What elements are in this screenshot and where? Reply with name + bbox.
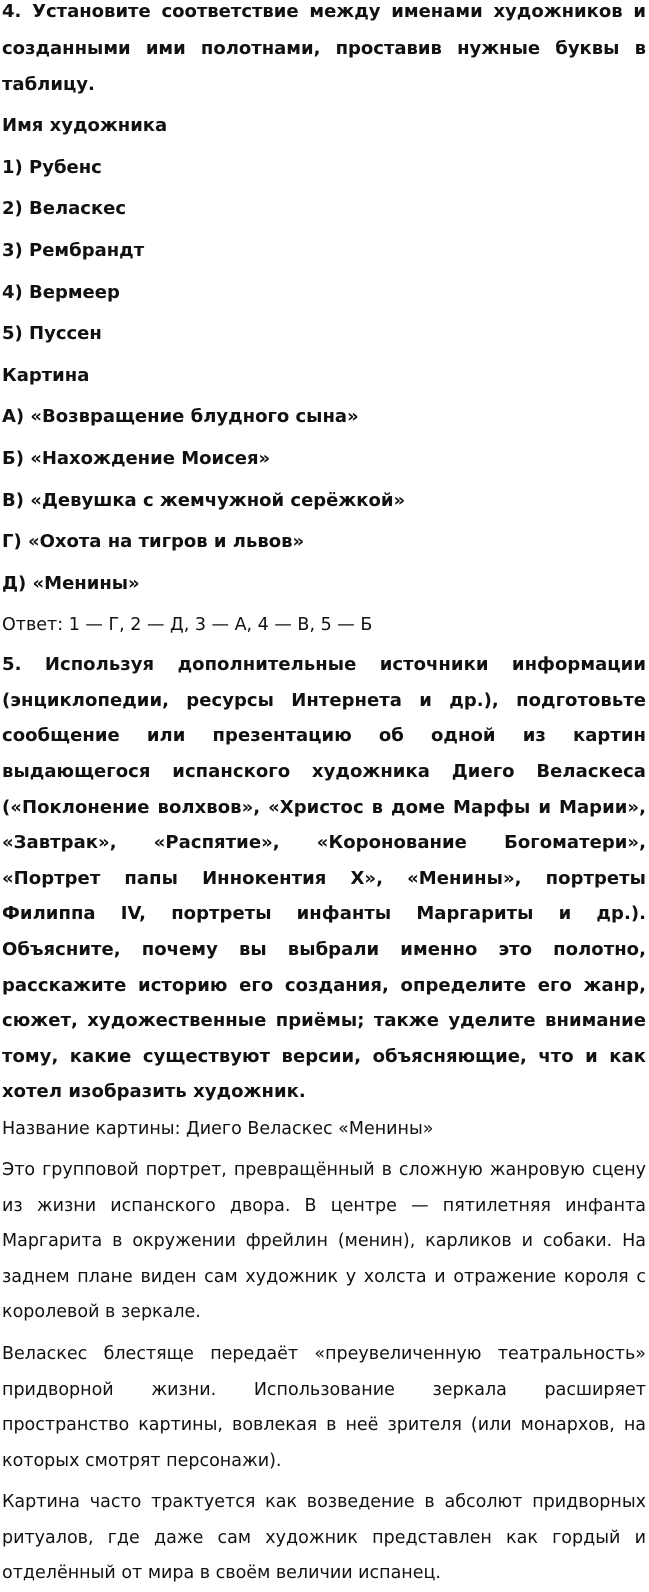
artist-item: 2) Веласкес [2, 198, 127, 220]
artists-heading: Имя художника [2, 115, 168, 137]
task5-text: 5. Используя дополнительные источники информации (энциклопедии, ресурсы Интернета и др.), подготовьте сообщение или презентацию об одной из картин выдающегося испанского художника Диего Веласкеса («Поклонение волхвов», «Христос в доме Марфы и Марии», «Завтрак», «Распятие», «Коронование Богоматери», «Портрет папы Иннокентия X», «Менины», портреты Филиппа IV, портреты инфанты Маргариты и др.). Объясните, почему вы выбрали именно это полотно, расскажите историю его создания, определите его жанр, сюжет, художественные приёмы; также уделите внимание тому, какие существуют версии, объясняющие, что и как хотел изобразить художник. [2, 654, 646, 1103]
painting-item: А) «Возвращение блудного сына» [2, 406, 359, 428]
painting-item: Д) «Менины» [2, 572, 140, 594]
painting-item: Б) «Нахождение Моисея» [2, 448, 271, 470]
painting-item: Г) «Охота на тигров и львов» [2, 531, 305, 553]
answer-paragraph: Веласкес блестяще передаёт «преувеличенную театральность» придворной жизни. Использование зеркала расширяет пространство картины, вовлекая в неё зрителя (или монархов, на которых смотрят персонажи). [2, 1343, 646, 1471]
painting-item: В) «Девушка с жемчужной серёжкой» [2, 489, 406, 511]
artist-item: 4) Вермеер [2, 281, 120, 303]
artist-item: 1) Рубенс [2, 156, 102, 178]
answer-paragraph: Это групповой портрет, превращённый в сложную жанровую сцену из жизни испанского двора. В центре — пятилетняя инфанта Маргарита в окружении фрейлин (менин), карликов и собаки. На заднем плане виден сам художник у холста и отражение короля с королевой в зеркале. [2, 1159, 646, 1323]
task4-text: 4. Установите соответствие между именами художников и созданными ими полотнами, проставив нужные буквы в таблицу. [2, 1, 646, 95]
artist-item: 3) Рембрандт [2, 240, 145, 262]
answer-paragraph: Картина часто трактуется как возведение в абсолют придворных ритуалов, где даже сам художник представлен как гордый и отделённый от мира в своём величии испанец. [2, 1492, 646, 1584]
artist-item: 5) Пуссен [2, 323, 102, 345]
paintings-heading: Картина [2, 364, 90, 386]
answer-line: Ответ: 1 — Г, 2 — Д, 3 — А, 4 — В, 5 — Б [2, 615, 373, 636]
painting-title: Название картины: Диего Веласкес «Менины» [2, 1118, 434, 1139]
